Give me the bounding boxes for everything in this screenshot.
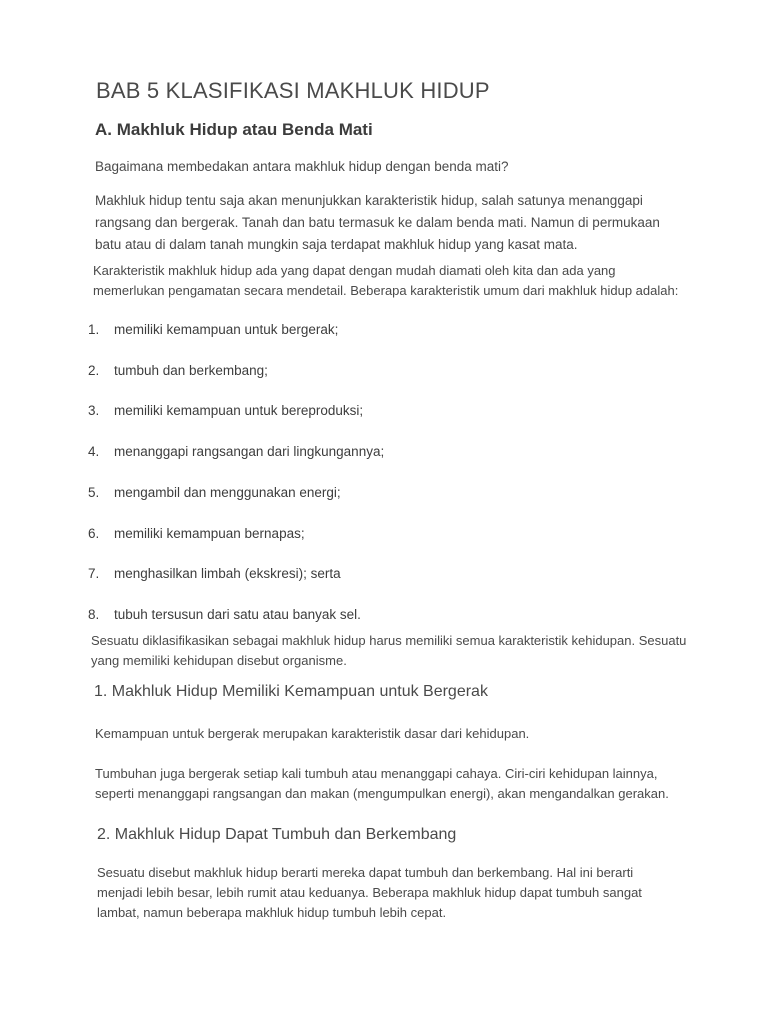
list-item bbox=[88, 322, 338, 337]
list-number: 2. bbox=[88, 363, 100, 378]
list-number: 5. bbox=[88, 485, 100, 500]
list-text: menghasilkan limbah (ekskresi); serta bbox=[114, 566, 341, 581]
list-item bbox=[88, 363, 268, 378]
section-heading-a: A. Makhluk Hidup atau Benda Mati bbox=[95, 120, 373, 139]
organism-paragraph: Sesuatu diklasifikasikan sebagai makhluk hidup harus memiliki semua karakteristik kehidupan. Sesuatu yang memiliki kehidupan disebut organisme. bbox=[91, 633, 687, 668]
list-number: 8. bbox=[88, 607, 100, 622]
list-number: 4. bbox=[88, 444, 100, 459]
intro-paragraph: Makhluk hidup tentu saja akan menunjukkan karakteristik hidup, salah satunya menanggapi rangsang dan bergerak. Tanah dan batu termasuk ke dalam benda mati. Namun di permukaan batu atau di dalam tanah mungkin saja terdapat makhluk hidup yang kasat mata. bbox=[95, 193, 660, 252]
list-item bbox=[88, 485, 341, 500]
list-text: memiliki kemampuan bernapas; bbox=[114, 526, 305, 541]
page-title: BAB 5 KLASIFIKASI MAKHLUK HIDUP bbox=[96, 78, 490, 103]
list-text: menanggapi rangsangan dari lingkungannya; bbox=[114, 444, 385, 459]
list-text: memiliki kemampuan untuk bergerak; bbox=[114, 322, 339, 337]
list-item bbox=[88, 403, 363, 418]
list-text: tubuh tersusun dari satu atau banyak sel. bbox=[114, 607, 361, 622]
list-number: 7. bbox=[88, 566, 100, 581]
list-text: mengambil dan menggunakan energi; bbox=[114, 485, 341, 500]
list-item bbox=[88, 607, 361, 622]
list-text: memiliki kemampuan untuk bereproduksi; bbox=[114, 403, 364, 418]
subheading-1: 1. Makhluk Hidup Memiliki Kemampuan untuk Bergerak bbox=[94, 683, 488, 700]
movement-paragraph: Kemampuan untuk bergerak merupakan karakteristik dasar dari kehidupan. bbox=[95, 726, 530, 741]
subheading-2: 2. Makhluk Hidup Dapat Tumbuh dan Berkembang bbox=[97, 826, 457, 843]
growth-paragraph: Sesuatu disebut makhluk hidup berarti mereka dapat tumbuh dan berkembang. Hal ini berarti menjadi lebih besar, lebih rumit atau keduanya. Beberapa makhluk hidup dapat tumbuh sangat lambat, namun beberapa makhluk hidup tumbuh lebih cepat. bbox=[97, 865, 642, 920]
list-item bbox=[88, 526, 305, 541]
list-text: tumbuh dan berkembang; bbox=[114, 363, 268, 378]
list-number: 6. bbox=[88, 526, 100, 541]
list-item bbox=[88, 444, 384, 459]
list-item bbox=[88, 566, 341, 581]
list-number: 1. bbox=[88, 322, 100, 337]
question-paragraph: Bagaimana membedakan antara makhluk hidup dengan benda mati? bbox=[95, 159, 509, 174]
plants-paragraph: Tumbuhan juga bergerak setiap kali tumbuh atau menanggapi cahaya. Ciri-ciri kehidupan lainnya, seperti menanggapi rangsangan dan makan (mengumpulkan energi), akan mengandalkan gerakan. bbox=[95, 766, 669, 801]
list-number: 3. bbox=[88, 403, 100, 418]
characteristics-paragraph: Karakteristik makhluk hidup ada yang dapat dengan mudah diamati oleh kita dan ada yang memerlukan pengamatan secara mendetail. Beberapa karakteristik umum dari makhluk hidup adalah: bbox=[93, 263, 679, 298]
